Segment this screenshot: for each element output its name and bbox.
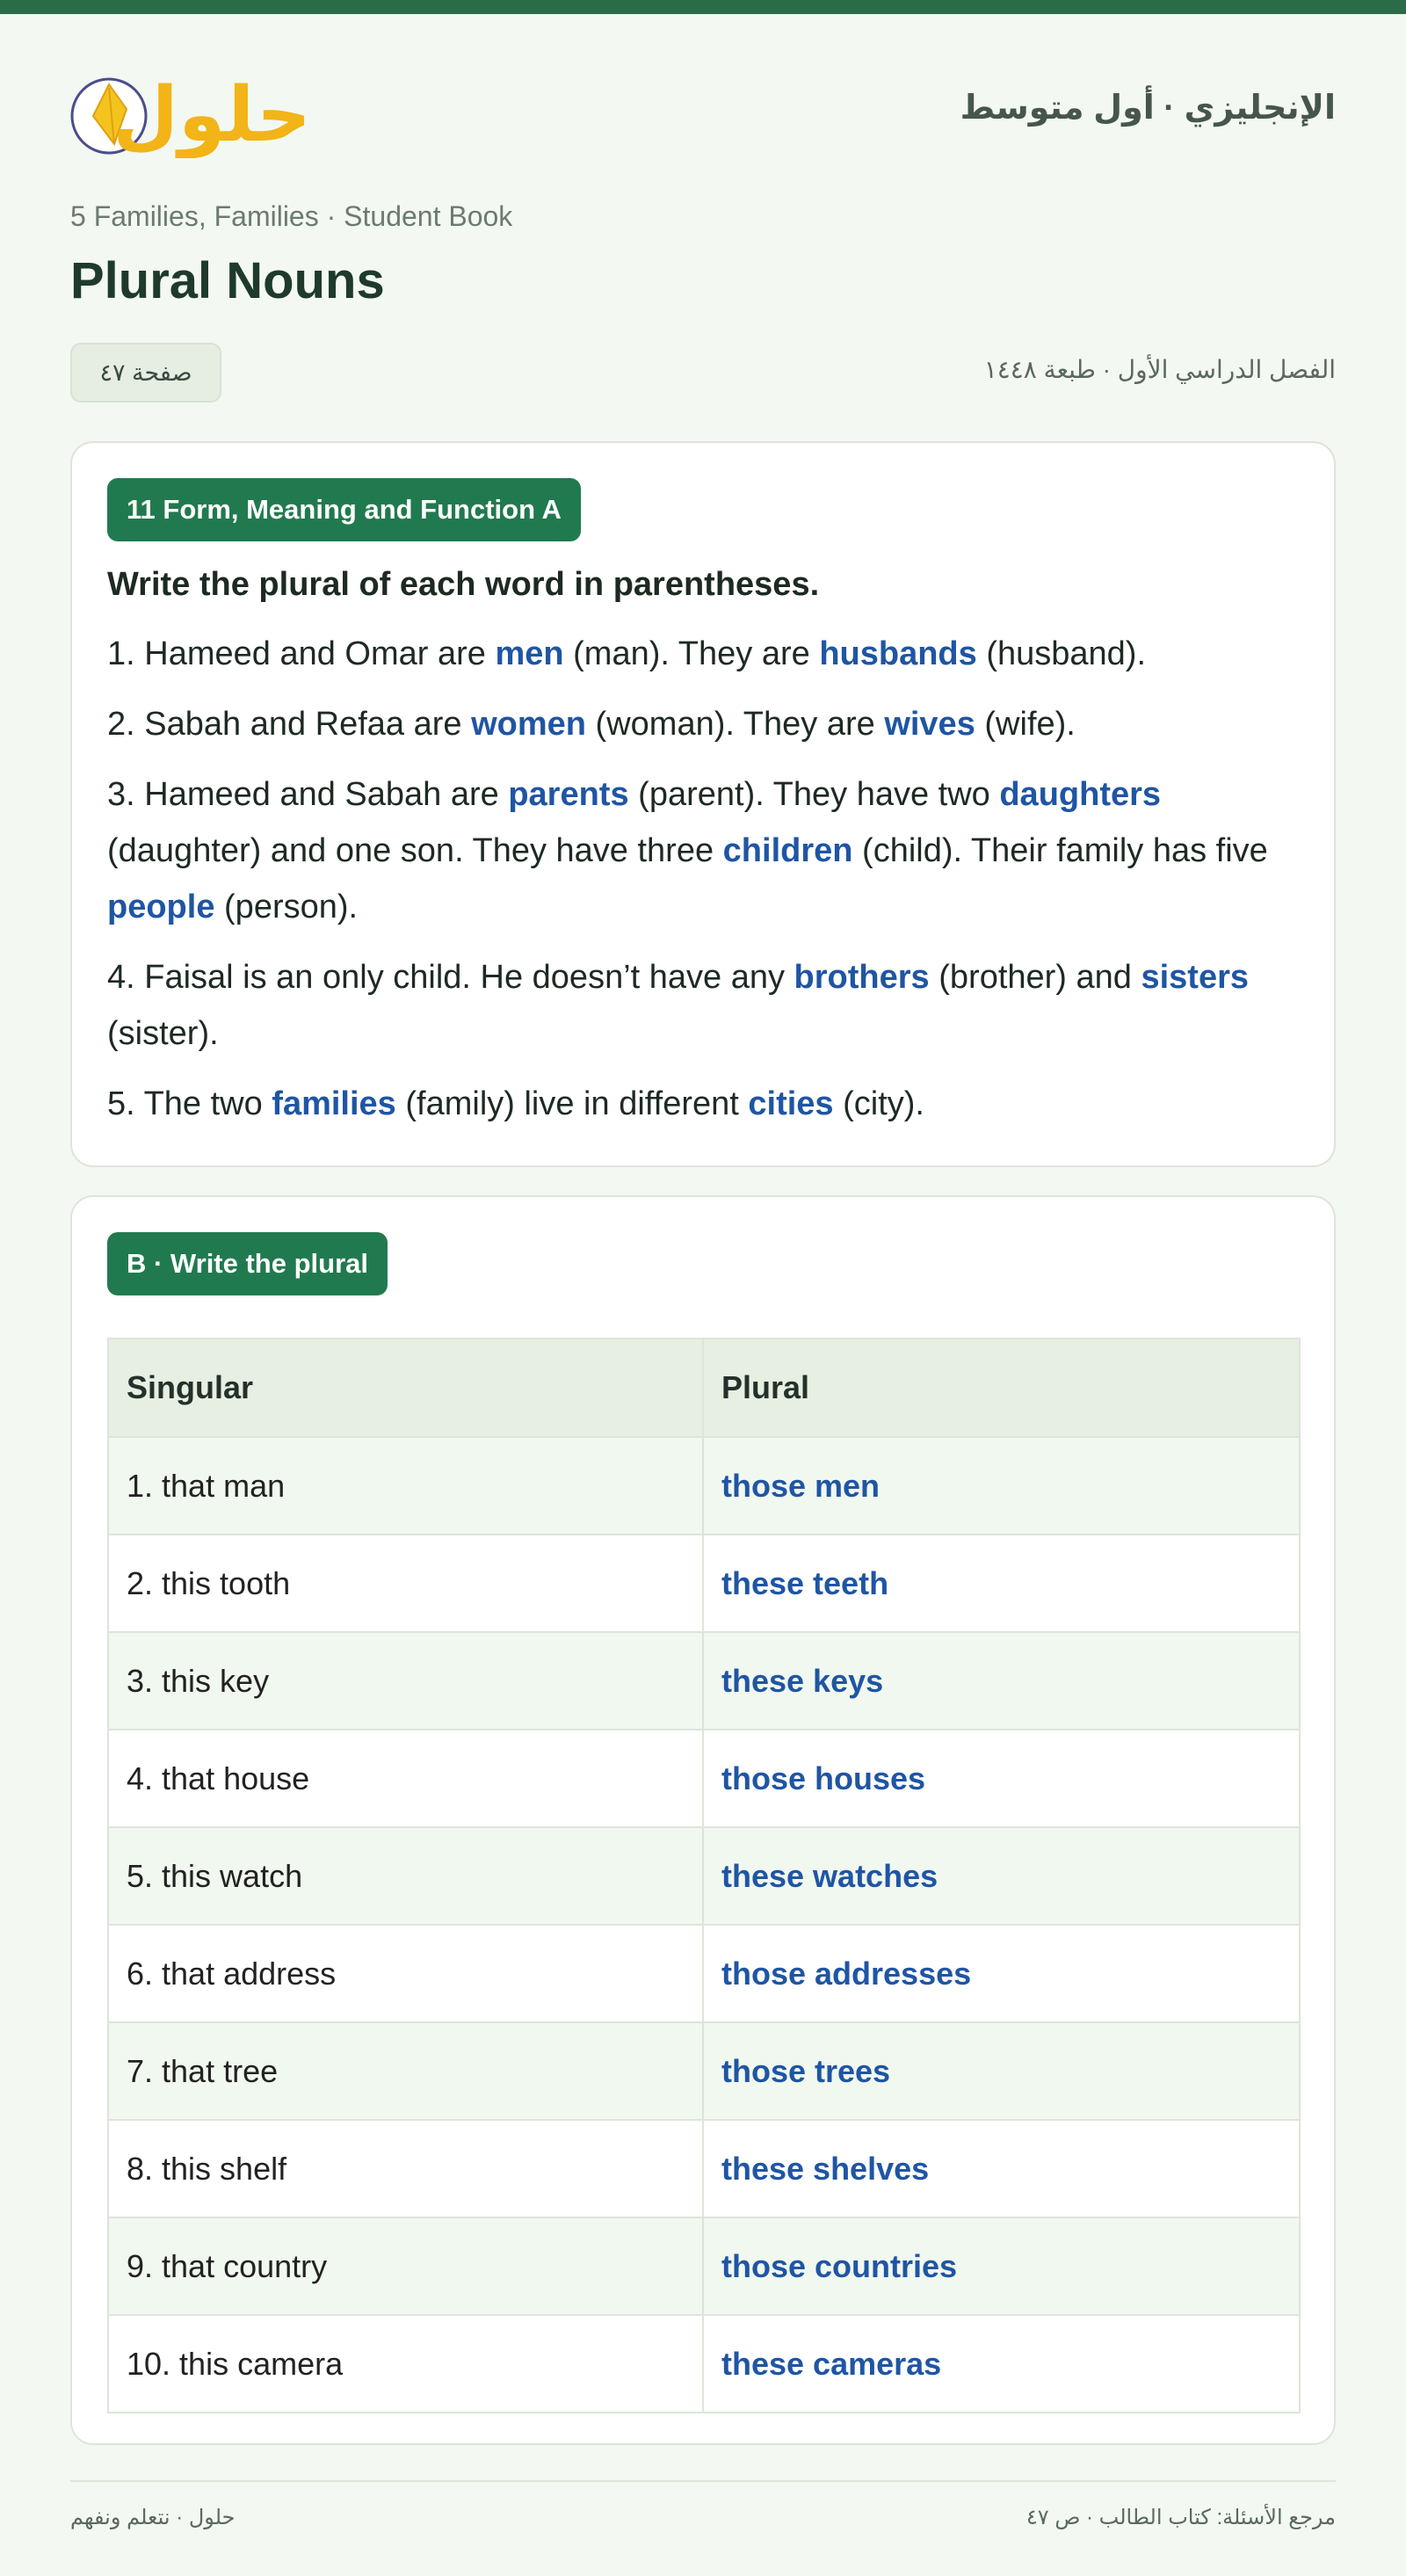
singular-cell: 3. this key bbox=[108, 1632, 703, 1730]
plural-cell: those trees bbox=[703, 2022, 1300, 2120]
sentence-text: (wife). bbox=[975, 706, 1076, 743]
singular-cell: 2. this tooth bbox=[108, 1535, 703, 1632]
answer-word: parents bbox=[508, 776, 629, 813]
plural-cell: these shelves bbox=[703, 2120, 1300, 2217]
sentence-text: (person). bbox=[214, 889, 359, 925]
sentence-text: (child). Their family has five bbox=[852, 832, 1268, 869]
column-header-plural: Plural bbox=[703, 1339, 1300, 1437]
plural-table bbox=[107, 1338, 1301, 2413]
sentence-text: (man). They are bbox=[563, 635, 820, 672]
footer-reference: مرجع الأسئلة: كتاب الطالب · ص ٤٧ bbox=[1026, 2506, 1336, 2529]
sentence-text: (sister). bbox=[107, 1015, 219, 1052]
plural-cell: these cameras bbox=[703, 2315, 1300, 2413]
sentence-text: 4. Faisal is an only child. He doesn’t have any bbox=[107, 959, 794, 996]
plural-cell: those countries bbox=[703, 2217, 1300, 2315]
sentence-text: (daughter) and one son. They have three bbox=[107, 832, 723, 869]
exercise-b-badge: B · Write the plural bbox=[107, 1232, 388, 1295]
hulul-logo[interactable] bbox=[70, 62, 316, 158]
singular-cell: 5. this watch bbox=[108, 1827, 703, 1925]
answer-word: families bbox=[272, 1085, 396, 1122]
footer-tagline: حلول · نتعلم ونفهم bbox=[70, 2506, 236, 2529]
column-header-singular: Singular bbox=[108, 1339, 703, 1437]
table-row bbox=[108, 1535, 1300, 1632]
plural-cell: these watches bbox=[703, 1827, 1300, 1925]
answer-word: people bbox=[107, 889, 215, 925]
page-title: Plural Nouns bbox=[70, 252, 385, 309]
answer-word: sisters bbox=[1141, 959, 1250, 996]
table-row bbox=[108, 2217, 1300, 2315]
sentence-text: (brother) and bbox=[929, 959, 1141, 996]
answer-word: cities bbox=[748, 1085, 834, 1122]
plural-table-body bbox=[108, 1437, 1300, 2413]
answer-word: wives bbox=[884, 706, 975, 743]
singular-cell: 10. this camera bbox=[108, 2315, 703, 2413]
exercise-a-list bbox=[107, 626, 1302, 1146]
table-row bbox=[108, 1632, 1300, 1730]
sentence-text: 3. Hameed and Sabah are bbox=[107, 776, 509, 813]
exercise-a-badge: 11 Form, Meaning and Function A bbox=[107, 478, 581, 541]
answer-word: men bbox=[495, 635, 564, 672]
plural-cell: these teeth bbox=[703, 1535, 1300, 1632]
top-accent-bar bbox=[0, 0, 1406, 14]
exercise-item bbox=[107, 1076, 1302, 1132]
plural-cell: those men bbox=[703, 1437, 1300, 1535]
table-row bbox=[108, 2120, 1300, 2217]
singular-cell: 4. that house bbox=[108, 1730, 703, 1827]
plural-cell: those addresses bbox=[703, 1925, 1300, 2022]
table-row bbox=[108, 2315, 1300, 2413]
term-edition-info: الفصل الدراسي الأول · طبعة ١٤٤٨ bbox=[983, 356, 1336, 383]
sentence-text: 5. The two bbox=[107, 1085, 272, 1122]
exercise-item bbox=[107, 766, 1302, 935]
answer-word: women bbox=[471, 706, 586, 743]
answer-word: brothers bbox=[794, 959, 930, 996]
sentence-text: 2. Sabah and Refaa are bbox=[107, 706, 472, 743]
singular-cell: 7. that tree bbox=[108, 2022, 703, 2120]
exercise-b-card bbox=[70, 1195, 1336, 2445]
subject-grade-title: الإنجليزي · أول متوسط bbox=[960, 90, 1336, 127]
sentence-text: (city). bbox=[833, 1085, 924, 1122]
table-row bbox=[108, 1730, 1300, 1827]
footer-divider bbox=[70, 2480, 1336, 2482]
plural-cell: those houses bbox=[703, 1730, 1300, 1827]
table-row bbox=[108, 1827, 1300, 1925]
exercise-a-card bbox=[70, 441, 1336, 1167]
singular-cell: 1. that man bbox=[108, 1437, 703, 1535]
plural-cell: these keys bbox=[703, 1632, 1300, 1730]
table-row bbox=[108, 1925, 1300, 2022]
sentence-text: 1. Hameed and Omar are bbox=[107, 635, 496, 672]
sentence-text: (husband). bbox=[976, 635, 1147, 672]
table-header-row bbox=[108, 1339, 1300, 1437]
sentence-text: (family) live in different bbox=[395, 1085, 749, 1122]
exercise-item bbox=[107, 626, 1302, 682]
exercise-item bbox=[107, 696, 1302, 752]
table-row bbox=[108, 1437, 1300, 1535]
sentence-text: (parent). They have two bbox=[628, 776, 1000, 813]
logo-text: حلول bbox=[112, 71, 311, 158]
sentence-text: (woman). They are bbox=[586, 706, 885, 743]
exercise-item bbox=[107, 949, 1302, 1062]
singular-cell: 9. that country bbox=[108, 2217, 703, 2315]
breadcrumb: 5 Families, Families · Student Book bbox=[70, 200, 513, 232]
answer-word: husbands bbox=[819, 635, 977, 672]
answer-word: children bbox=[722, 832, 853, 869]
singular-cell: 6. that address bbox=[108, 1925, 703, 2022]
table-row bbox=[108, 2022, 1300, 2120]
exercise-a-instruction: Write the plural of each word in parentheses. bbox=[107, 566, 820, 603]
page-number-badge: صفحة ٤٧ bbox=[70, 343, 221, 403]
singular-cell: 8. this shelf bbox=[108, 2120, 703, 2217]
answer-word: daughters bbox=[999, 776, 1162, 813]
